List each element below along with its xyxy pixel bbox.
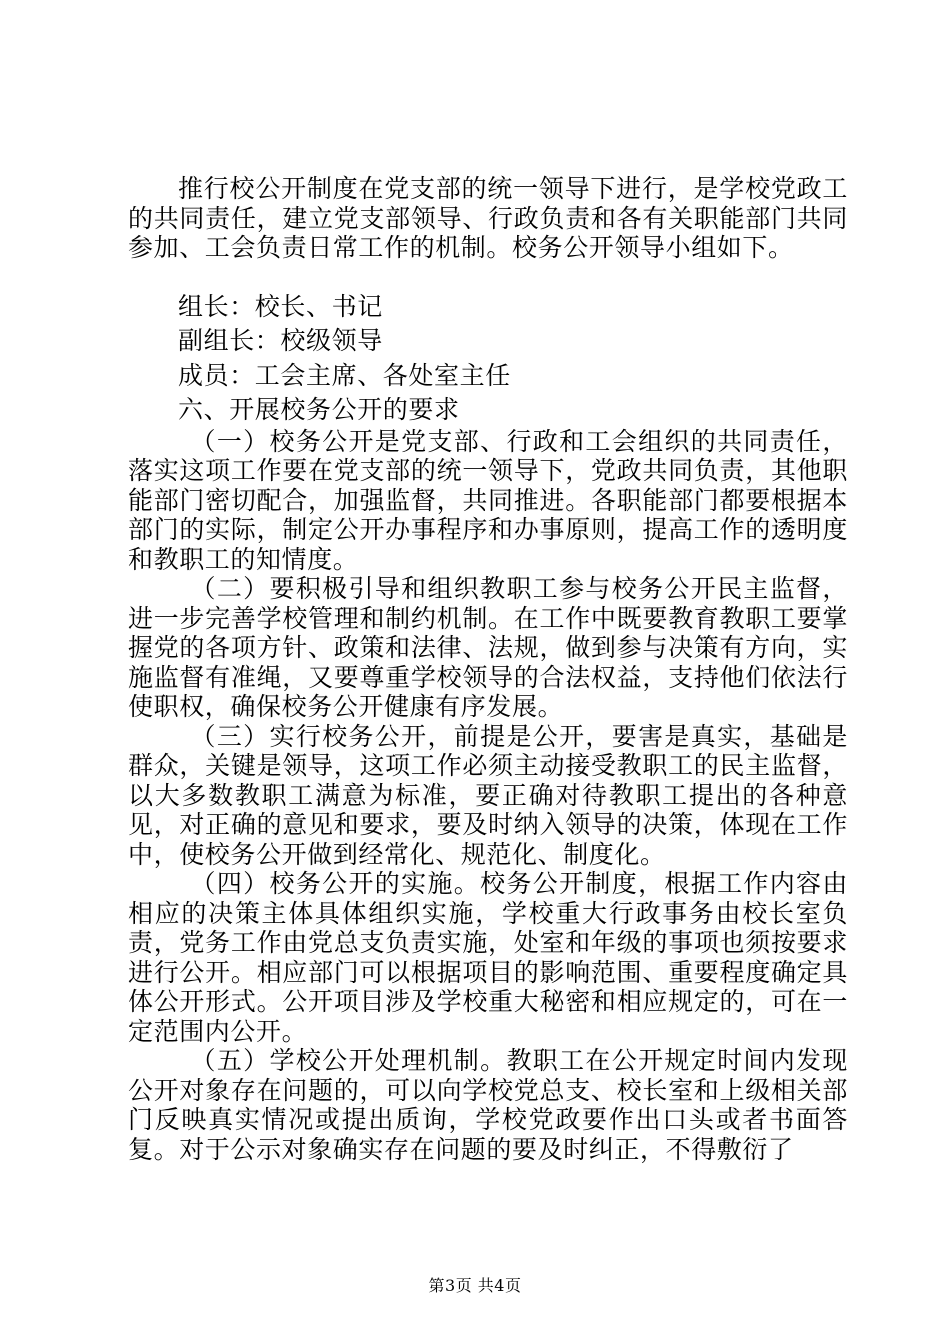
members-line: 成员：工会主席、各处室主任	[178, 360, 511, 390]
requirement-paragraph-5: （五）学校公开处理机制。教职工在公开规定时间内发现公开对象存在问题的，可以向学校党总支、校长室和上级相关部门反映真实情况或提出质询，学校党政要作出口头或者书面答复。对于公示对象确实存在问题的要及时纠正，不得敷衍了	[128, 1046, 848, 1164]
deputy-leader-line: 副组长：校级领导	[178, 326, 383, 355]
requirement-paragraph-2: （二）要积极引导和组织教职工参与校务公开民主监督，进一步完善学校管理和制约机制。在工作中既要教育教职工要掌握党的各项方针、政策和法律、法规，做到参与决策有方向，实施监督有准绳，又要尊重学校领导的合法权益，支持他们依法行使职权，确保校务公开健康有序发展。	[128, 574, 848, 721]
requirement-paragraph-1: （一）校务公开是党支部、行政和工会组织的共同责任，落实这项工作要在党支部的统一领导下，党政共同负责，其他职能部门密切配合，加强监督，共同推进。各职能部门都要根据本部门的实际，制定公开办事程序和办事原则，提高工作的透明度和教职工的知情度。	[128, 426, 848, 574]
intro-paragraph: 推行校公开制度在党支部的统一领导下进行，是学校党政工的共同责任，建立党支部领导、行政负责和各有关职能部门共同参加、工会负责日常工作的机制。校务公开领导小组如下。	[128, 174, 848, 262]
document-body	[128, 174, 848, 1164]
requirement-paragraph-3: （三）实行校务公开，前提是公开，要害是真实，基础是群众，关键是领导，这项工作必须主动接受教职工的民主监督，以大多数教职工满意为标准，要正确对待教职工提出的各种意见，对正确的意见和要求，要及时纳入领导的决策，体现在工作中，使校务公开做到经常化、规范化、制度化。	[128, 721, 848, 869]
section-heading: 六、开展校务公开的要求	[178, 395, 460, 424]
group-leader-line: 组长：校长、书记	[178, 291, 383, 321]
page-footer: 第3页 共4页	[428, 1276, 522, 1295]
requirement-paragraph-4: （四）校务公开的实施。校务公开制度，根据工作内容由相应的决策主体具体组织实施，学校重大行政事务由校长室负责，党务工作由党总支负责实施，处室和年级的事项也须按要求进行公开。相应部门可以根据项目的影响范围、重要程度确定具体公开形式。公开项目涉及学校重大秘密和相应规定的，可在一定范围内公开。	[128, 869, 848, 1046]
